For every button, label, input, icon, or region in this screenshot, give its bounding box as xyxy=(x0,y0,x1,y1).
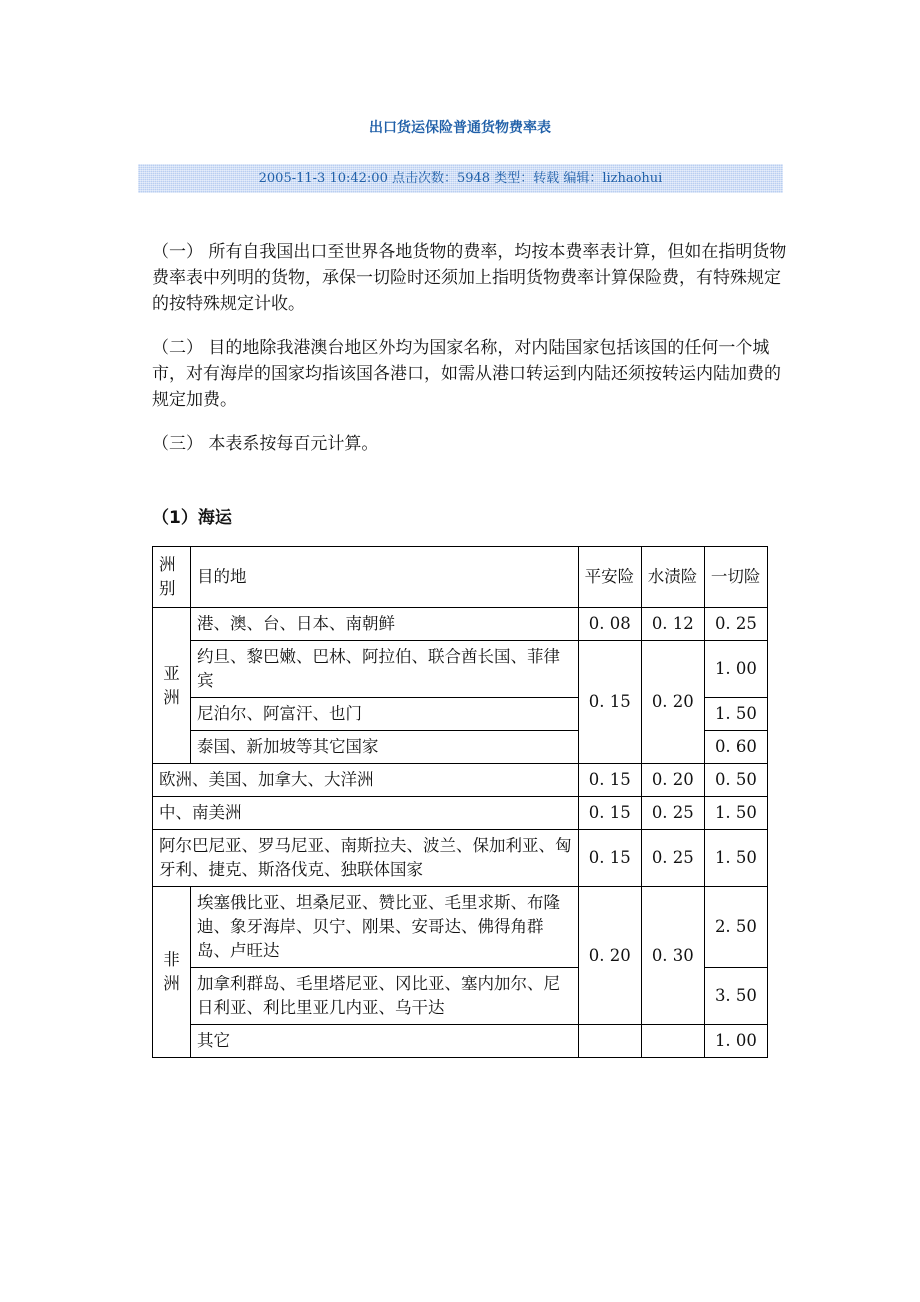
paragraph-2: （二） 目的地除我港澳台地区外均为国家名称，对内陆国家包括该国的任何一个城市，对有海岸的国家均指该国各港口，如需从港口转运到内陆还须按转运内陆加费的规定加费。 xyxy=(152,338,781,410)
page-title: 出口货运保险普通货物费率表 xyxy=(369,120,551,136)
all-risks-cell: 1. 50 xyxy=(704,797,767,830)
header-all-risks: 一切险 xyxy=(704,547,767,608)
table-row xyxy=(153,797,768,830)
wa-cell: 0. 30 xyxy=(641,887,704,1025)
paragraph-1: （一） 所有自我国出口至世界各地货物的费率，均按本费率表计算，但如在指明货物费率表中列明的货物，承保一切险时还须加上指明货物费率计算保险费，有特殊规定的按特殊规定计收。 xyxy=(152,242,787,314)
fpa-cell: 0. 15 xyxy=(578,797,641,830)
wa-cell: 0. 25 xyxy=(641,830,704,887)
destination-cell: 泰国、新加坡等其它国家 xyxy=(191,731,579,764)
all-risks-cell: 3. 50 xyxy=(704,968,767,1025)
fpa-cell: 0. 20 xyxy=(578,887,641,1025)
destination-cell: 尼泊尔、阿富汗、也门 xyxy=(191,698,579,731)
destination-cell: 欧洲、美国、加拿大、大洋洲 xyxy=(153,764,579,797)
rate-table xyxy=(152,546,768,1058)
table-header-row xyxy=(153,547,768,608)
destination-cell: 加拿利群岛、毛里塔尼亚、冈比亚、塞内加尔、尼日利亚、利比里亚几内亚、乌干达 xyxy=(191,968,579,1025)
continent-asia: 亚洲 xyxy=(153,608,191,764)
destination-cell: 埃塞俄比亚、坦桑尼亚、赞比亚、毛里求斯、布隆迪、象牙海岸、贝宁、刚果、安哥达、佛得角群岛、卢旺达 xyxy=(191,887,579,968)
continent-africa: 非洲 xyxy=(153,887,191,1058)
destination-cell: 其它 xyxy=(191,1025,579,1058)
all-risks-cell: 1. 00 xyxy=(704,1025,767,1058)
destination-cell: 中、南美洲 xyxy=(153,797,579,830)
wa-cell: 0. 20 xyxy=(641,641,704,764)
destination-cell: 港、澳、台、日本、南朝鲜 xyxy=(191,608,579,641)
paragraph-3: （三） 本表系按每百元计算。 xyxy=(152,434,379,454)
table-row xyxy=(153,641,768,698)
header-destination: 目的地 xyxy=(191,547,579,608)
table-row xyxy=(153,830,768,887)
all-risks-cell: 1. 00 xyxy=(704,641,767,698)
header-wa: 水渍险 xyxy=(641,547,704,608)
article-meta-bar: 2005-11-3 10:42:00 点击次数：5948 类型：转载 编辑：lizhaohui xyxy=(138,164,783,193)
all-risks-cell: 0. 50 xyxy=(704,764,767,797)
wa-cell: 0. 25 xyxy=(641,797,704,830)
wa-cell: 0. 20 xyxy=(641,764,704,797)
table-row xyxy=(153,1025,768,1058)
destination-cell: 阿尔巴尼亚、罗马尼亚、南斯拉夫、波兰、保加利亚、匈牙利、捷克、斯洛伐克、独联体国家 xyxy=(153,830,579,887)
fpa-cell xyxy=(578,1025,641,1058)
table-row xyxy=(153,608,768,641)
header-fpa: 平安险 xyxy=(578,547,641,608)
wa-cell: 0. 12 xyxy=(641,608,704,641)
destination-cell: 约旦、黎巴嫩、巴林、阿拉伯、联合酋长国、菲律宾 xyxy=(191,641,579,698)
fpa-cell: 0. 15 xyxy=(578,830,641,887)
fpa-cell: 0. 15 xyxy=(578,764,641,797)
all-risks-cell: 0. 25 xyxy=(704,608,767,641)
all-risks-cell: 1. 50 xyxy=(704,698,767,731)
fpa-cell: 0. 15 xyxy=(578,641,641,764)
section-heading: （1）海运 xyxy=(152,508,232,528)
table-row xyxy=(153,764,768,797)
all-risks-cell: 0. 60 xyxy=(704,731,767,764)
all-risks-cell: 2. 50 xyxy=(704,887,767,968)
fpa-cell: 0. 08 xyxy=(578,608,641,641)
all-risks-cell: 1. 50 xyxy=(704,830,767,887)
wa-cell xyxy=(641,1025,704,1058)
header-continent: 洲别 xyxy=(153,547,191,608)
table-row xyxy=(153,887,768,968)
